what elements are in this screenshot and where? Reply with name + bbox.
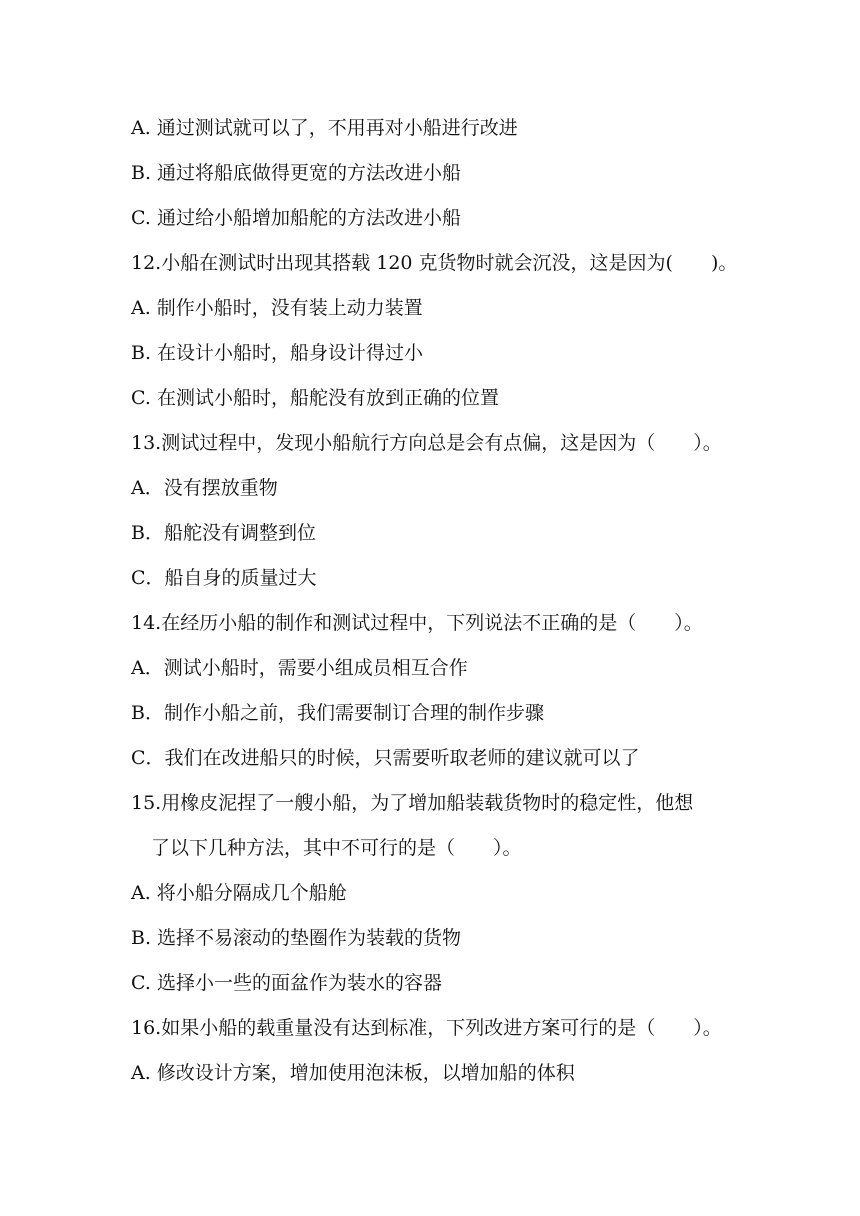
question-15: 15.用橡皮泥捏了一艘小船，为了增加船装载货物时的稳定性，他想 xyxy=(131,792,694,814)
option-11-c: C. 通过给小船增加船舵的方法改进小船 xyxy=(131,207,461,229)
option-13-a: A．没有摆放重物 xyxy=(131,477,278,499)
option-16-a: A. 修改设计方案，增加使用泡沫板，以增加船的体积 xyxy=(131,1062,575,1084)
option-12-b: B. 在设计小船时，船身设计得过小 xyxy=(131,342,424,364)
option-11-a: A. 通过测试就可以了，不用再对小船进行改进 xyxy=(131,117,518,139)
option-15-b: B. 选择不易滚动的垫圈作为装载的货物 xyxy=(131,927,462,949)
option-13-c: C．船自身的质量过大 xyxy=(131,567,317,589)
option-13-b: B．船舵没有调整到位 xyxy=(131,522,316,544)
option-11-b: B. 通过将船底做得更宽的方法改进小船 xyxy=(131,162,462,184)
option-12-c: C. 在测试小船时，船舵没有放到正确的位置 xyxy=(131,387,499,409)
question-13: 13.测试过程中，发现小船航行方向总是会有点偏，这是因为（ ）。 xyxy=(131,432,722,454)
question-15-continuation: 了以下几种方法，其中不可行的是（ ）。 xyxy=(151,837,522,859)
question-12: 12.小船在测试时出现其搭载 120 克货物时就会沉没，这是因为( )。 xyxy=(131,252,738,274)
option-14-a: A．测试小船时，需要小组成员相互合作 xyxy=(131,657,468,679)
question-14: 14.在经历小船的制作和测试过程中，下列说法不正确的是（ ）。 xyxy=(131,612,703,634)
question-16: 16.如果小船的载重量没有达到标准，下列改进方案可行的是（ ）。 xyxy=(131,1017,722,1039)
option-15-a: A. 将小船分隔成几个船舱 xyxy=(131,882,347,904)
option-12-a: A. 制作小船时，没有装上动力装置 xyxy=(131,297,423,319)
option-15-c: C. 选择小一些的面盆作为装水的容器 xyxy=(131,972,442,994)
option-14-c: C．我们在改进船只的时候，只需要听取老师的建议就可以了 xyxy=(131,747,640,769)
option-14-b: B．制作小船之前，我们需要制订合理的制作步骤 xyxy=(131,702,544,724)
